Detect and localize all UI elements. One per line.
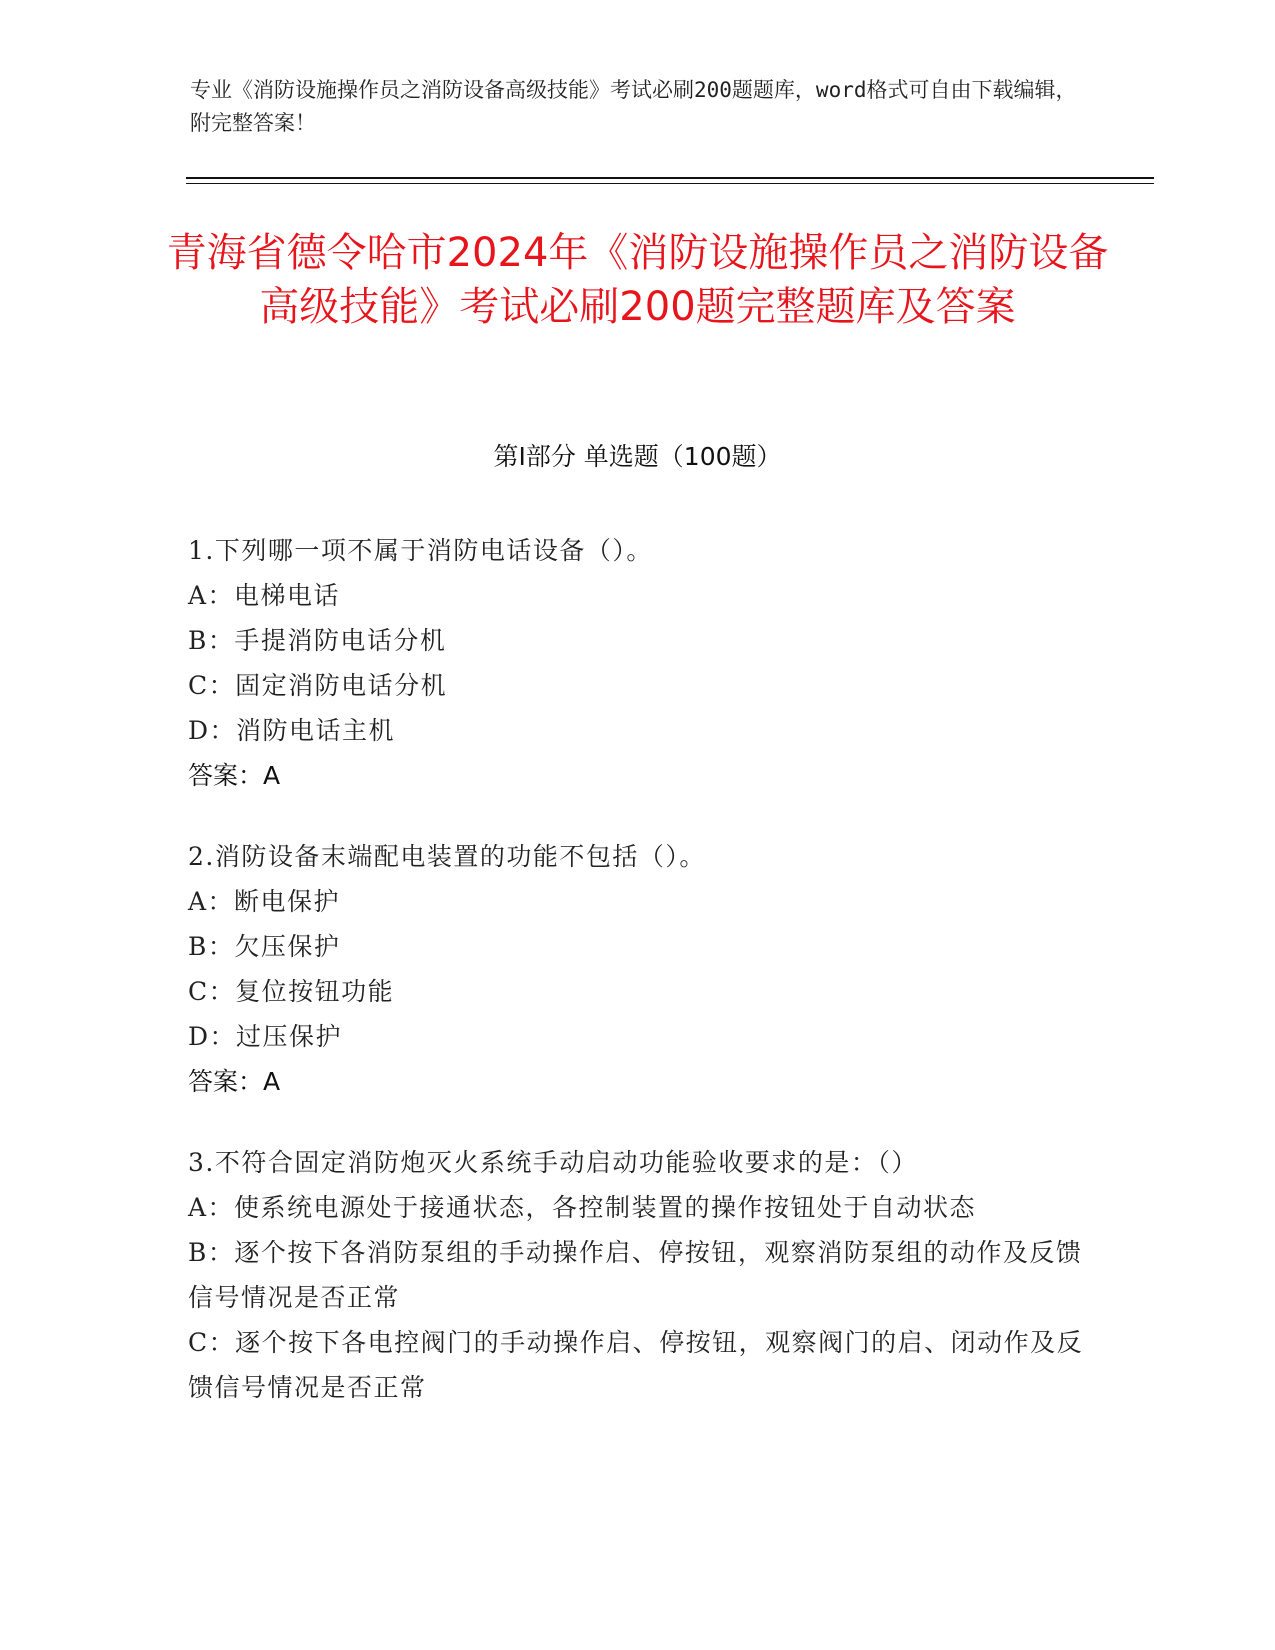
option-a: A：断电保护 — [188, 887, 341, 916]
option-d: D：过压保护 — [188, 1022, 343, 1051]
option-c: C：逐个按下各电控阀门的手动操作启、停按钮，观察阀门的启、闭动作及反馈信号情况是否正常 — [188, 1328, 1084, 1402]
document-title: 青海省德令哈市2024年《消防设施操作员之消防设备高级技能》考试必刷200题完整题库及答案 — [166, 230, 1109, 330]
question-stem: 3.不符合固定消防炮灭火系统手动启动功能验收要求的是：（） — [188, 1148, 918, 1177]
section-heading: 第Ⅰ部分 单选题（100题） — [493, 442, 782, 471]
answer: 答案：A — [188, 1067, 281, 1096]
option-a: A：电梯电话 — [188, 581, 341, 610]
answer: 答案：A — [188, 761, 281, 790]
header-divider-thick — [186, 177, 1154, 179]
option-c: C：固定消防电话分机 — [188, 671, 448, 700]
header-divider-thin — [186, 183, 1154, 184]
header-note: 专业《消防设施操作员之消防设备高级技能》考试必刷200题题库，word格式可自由下载编辑，附完整答案！ — [190, 78, 1077, 135]
option-b: B：欠压保护 — [188, 932, 341, 961]
question-stem: 2.消防设备末端配电装置的功能不包括（）。 — [188, 842, 706, 871]
question-2 — [188, 834, 1088, 1104]
option-b: B：手提消防电话分机 — [188, 626, 447, 655]
question-list — [188, 528, 1088, 1446]
question-1 — [188, 528, 1088, 798]
option-c: C：复位按钮功能 — [188, 977, 395, 1006]
option-b: B：逐个按下各消防泵组的手动操作启、停按钮，观察消防泵组的动作及反馈信号情况是否正常 — [188, 1238, 1083, 1312]
question-stem: 1.下列哪一项不属于消防电话设备（）。 — [188, 536, 653, 565]
option-d: D：消防电话主机 — [188, 716, 396, 745]
question-3 — [188, 1140, 1088, 1410]
option-a: A：使系统电源处于接通状态，各控制装置的操作按钮处于自动状态 — [188, 1193, 977, 1222]
